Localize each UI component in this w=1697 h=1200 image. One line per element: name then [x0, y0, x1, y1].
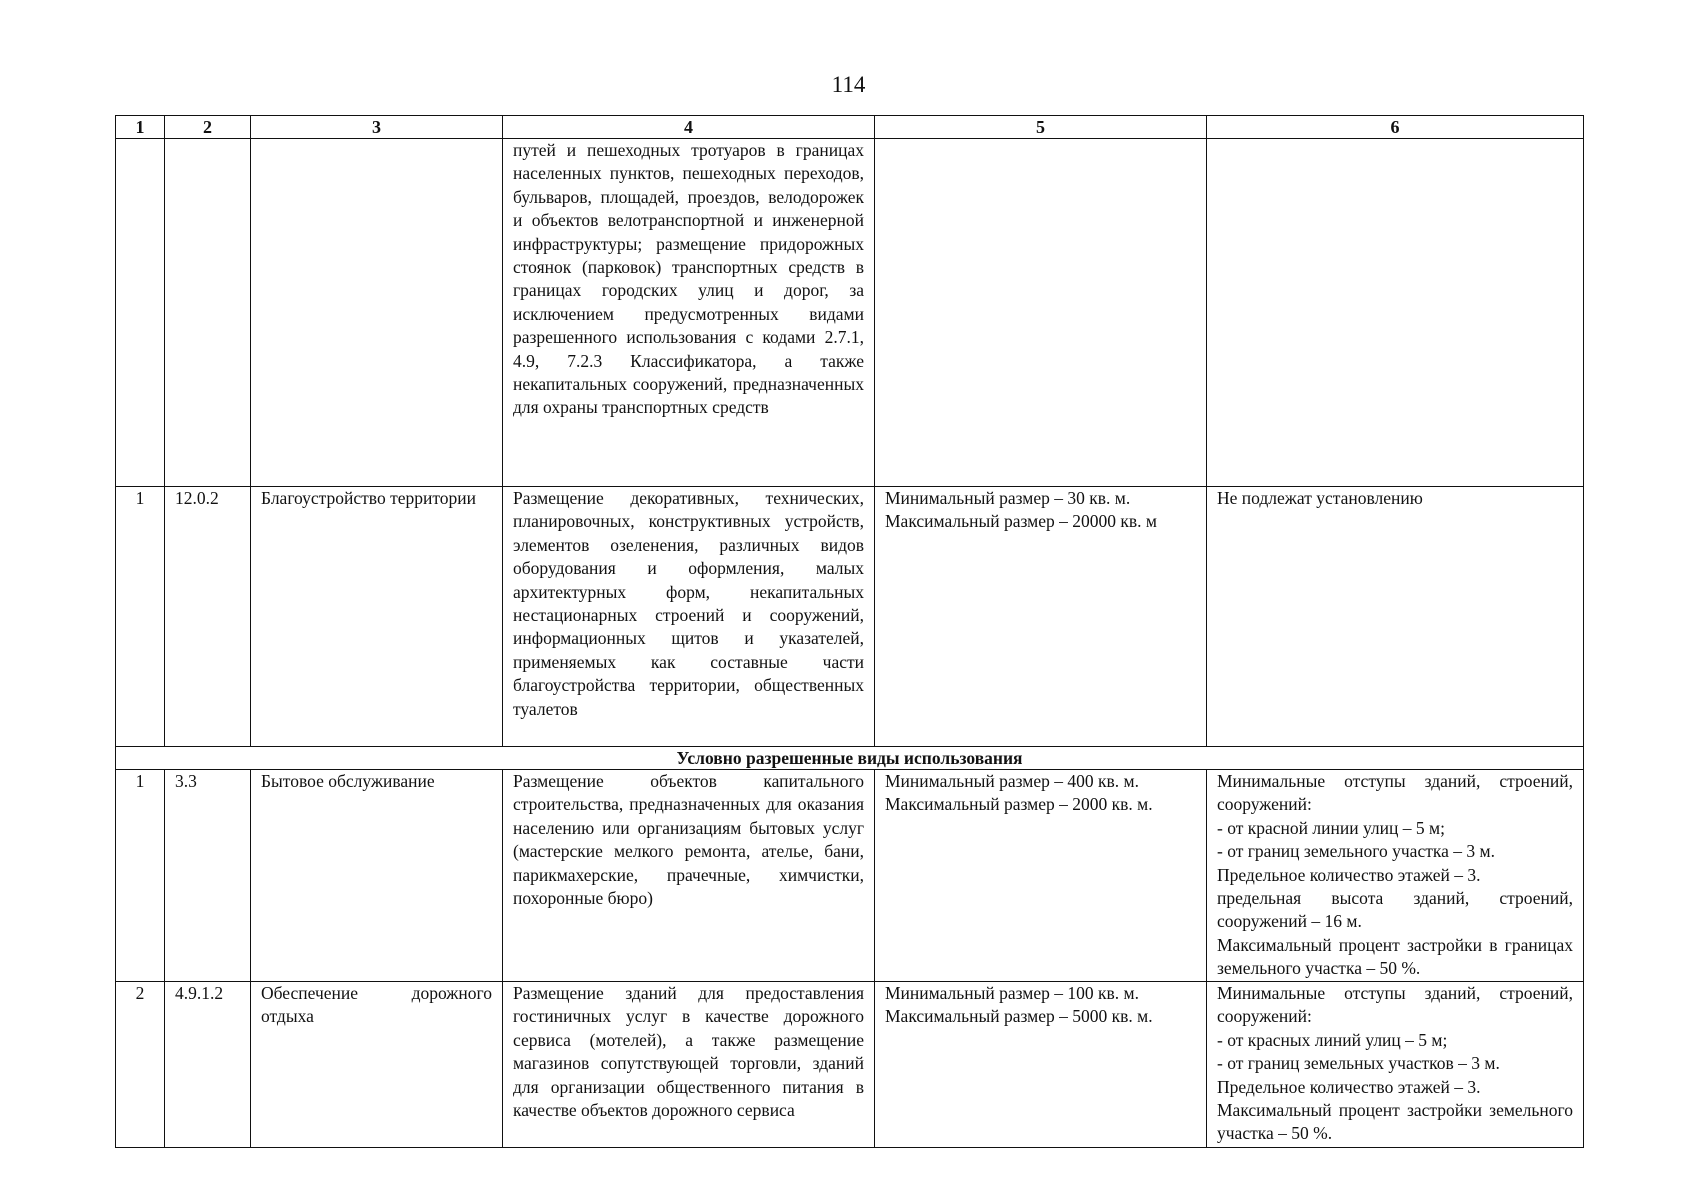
row-code: 4.9.1.2 [165, 982, 251, 1148]
column-header: 1 [116, 116, 165, 139]
row-use-name: Бытовое обслуживание [251, 770, 503, 982]
table-row [116, 139, 1584, 487]
row-plot-size [875, 770, 1207, 982]
row-plot-size [875, 982, 1207, 1148]
table-row [116, 770, 1584, 982]
parameter-line: - от красной линии улиц – 5 м; [1217, 817, 1445, 838]
section-title: Условно разрешенные виды использования [116, 747, 1584, 770]
row-use-name [251, 139, 503, 487]
parameter-line: Не подлежат установлению [1217, 488, 1423, 508]
row-description: Размещение объектов капитального строительства, предназначенных для оказания населению или организациям бытовых услуг (мастерские мелкого ремонта, ателье, бани, парикмахерские, прачечные, химчистки, похоронные бюро) [503, 770, 875, 982]
row-use-name: Обеспечение дорожного отдыха [251, 982, 503, 1148]
column-header: 5 [875, 116, 1207, 139]
row-number: 1 [116, 770, 165, 982]
parameter-line: Минимальные отступы зданий, строений, сооружений: [1217, 771, 1573, 815]
parameter-line: - от границ земельного участка – 3 м. [1217, 841, 1495, 862]
row-description: Размещение декоративных, технических, планировочных, конструктивных устройств, элементов озеленения, различных видов оборудования и оформления, малых архитектурных форм, некапитальных нестационарных строений и сооружений, информационных щитов и указателей, применяемых как составные части благоустройства территории, общественных туалетов [503, 487, 875, 747]
page-number: 114 [831, 72, 866, 97]
section-row [116, 747, 1584, 770]
column-header: 3 [251, 116, 503, 139]
row-code: 12.0.2 [165, 487, 251, 747]
table-row [116, 487, 1584, 747]
parameter-line: - от границ земельных участков – 3 м. [1217, 1053, 1500, 1074]
plot-size-line: Максимальный размер – 20000 кв. м [885, 511, 1157, 532]
parameter-line: Максимальный процент застройки в границах земельного участка – 50 %. [1217, 934, 1573, 979]
column-header: 6 [1207, 116, 1584, 139]
parameter-line: предельная высота зданий, строений, сооружений – 16 м. [1217, 888, 1573, 932]
column-header: 4 [503, 116, 875, 139]
parameter-line: Минимальные отступы зданий, строений, сооружений: [1217, 983, 1573, 1027]
land-use-table [115, 115, 1584, 1148]
table-row [116, 982, 1584, 1148]
plot-size-line: Минимальный размер – 30 кв. м. [885, 488, 1131, 508]
parameter-line: - от красных линий улиц – 5 м; [1217, 1029, 1448, 1050]
parameter-line: Предельное количество этажей – 3. [1217, 864, 1481, 885]
plot-size-line: Минимальный размер – 100 кв. м. [885, 983, 1139, 1003]
plot-size-line: Максимальный размер – 5000 кв. м. [885, 1006, 1153, 1027]
row-number: 2 [116, 982, 165, 1148]
parameter-line: Максимальный процент застройки земельного участка – 50 %. [1217, 1100, 1573, 1144]
row-parameters [1207, 487, 1584, 747]
row-parameters [1207, 770, 1584, 982]
row-parameters [1207, 139, 1584, 487]
row-number: 1 [116, 487, 165, 747]
row-plot-size [875, 487, 1207, 747]
plot-size-line: Максимальный размер – 2000 кв. м. [885, 794, 1153, 815]
header-row [116, 116, 1584, 139]
row-code [165, 139, 251, 487]
row-description: Размещение зданий для предоставления гостиничных услуг в качестве дорожного сервиса (мотелей), а также размещение магазинов сопутствующей торговли, зданий для организации общественного питания в качестве объектов дорожного сервиса [503, 982, 875, 1148]
row-number [116, 139, 165, 487]
row-code: 3.3 [165, 770, 251, 982]
row-plot-size [875, 139, 1207, 487]
row-description: путей и пешеходных тротуаров в границах населенных пунктов, пешеходных переходов, бульваров, площадей, проездов, велодорожек и объектов велотранспортной и инженерной инфраструктуры; размещение придорожных стоянок (парковок) транспортных средств в границах городских улиц и дорог, за исключением предусмотренных видами разрешенного использования с кодами 2.7.1, 4.9, 7.2.3 Классификатора, а также некапитальных сооружений, предназначенных для охраны транспортных средств [503, 139, 875, 487]
row-use-name: Благоустройство территории [251, 487, 503, 747]
column-header: 2 [165, 116, 251, 139]
parameter-line: Предельное количество этажей – 3. [1217, 1076, 1481, 1097]
row-parameters [1207, 982, 1584, 1148]
plot-size-line: Минимальный размер – 400 кв. м. [885, 771, 1139, 791]
